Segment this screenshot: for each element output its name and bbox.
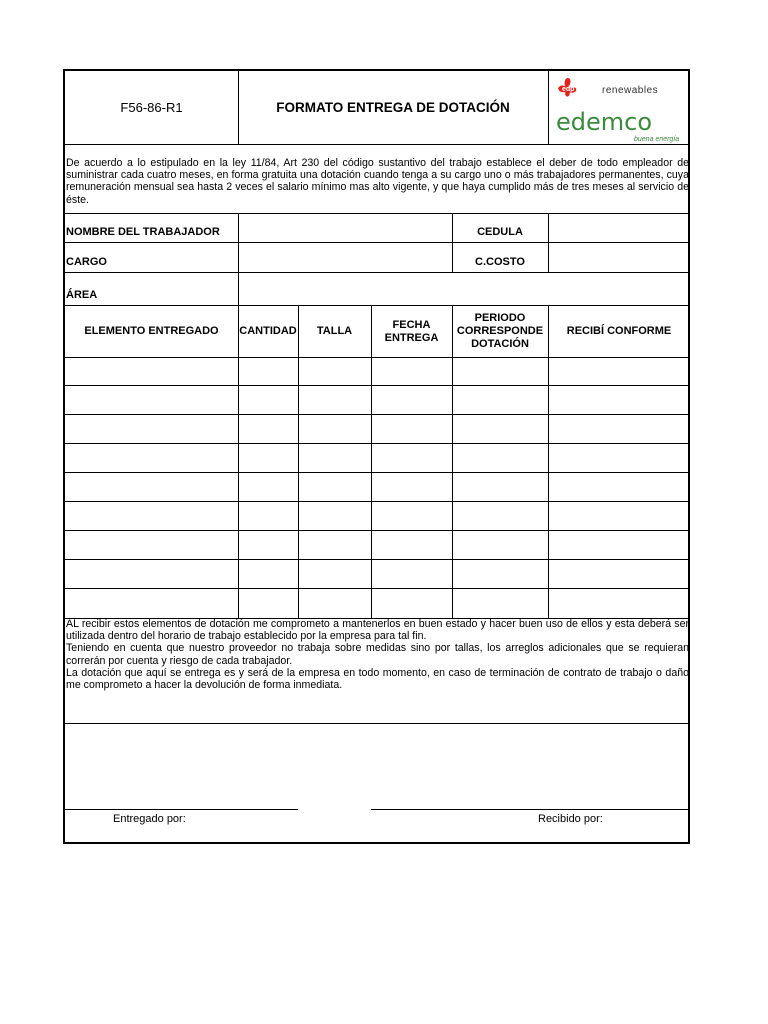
- size-cell[interactable]: [298, 531, 371, 560]
- received-by-signature-area[interactable]: [371, 724, 690, 809]
- element-cell[interactable]: [65, 473, 238, 502]
- delivery-date-cell[interactable]: [371, 473, 452, 502]
- dotacion-form: [63, 69, 690, 844]
- size-cell[interactable]: [298, 357, 371, 386]
- received-cell[interactable]: [548, 560, 690, 589]
- quantity-cell[interactable]: [238, 444, 298, 473]
- delivery-date-cell[interactable]: [371, 444, 452, 473]
- commitment-paragraph-3: La dotación que aquí se entrega es y será de la empresa en todo momento, en caso de terminación de contrato de trabajo o daño me comprometo a hacer la devolución de forma inmediata.: [66, 666, 689, 692]
- quantity-cell[interactable]: [238, 386, 298, 415]
- delivery-date-cell[interactable]: [371, 560, 452, 589]
- form-title: FORMATO ENTREGA DE DOTACIÓN: [276, 100, 510, 115]
- received-cell[interactable]: [548, 473, 690, 502]
- size-cell[interactable]: [298, 502, 371, 531]
- delivery-date-cell[interactable]: [371, 502, 452, 531]
- id-label: CEDULA: [477, 226, 523, 238]
- period-cell[interactable]: [452, 357, 548, 386]
- period-cell[interactable]: [452, 386, 548, 415]
- received-cell[interactable]: [548, 386, 690, 415]
- quantity-cell[interactable]: [238, 589, 298, 618]
- period-cell[interactable]: [452, 473, 548, 502]
- id-field[interactable]: [549, 214, 690, 242]
- area-label: ÁREA: [66, 289, 98, 301]
- quantity-cell[interactable]: [238, 473, 298, 502]
- size-cell[interactable]: [298, 415, 371, 444]
- delivery-date-cell[interactable]: [371, 415, 452, 444]
- delivered-by-signature-area[interactable]: [65, 724, 298, 809]
- element-cell[interactable]: [65, 386, 238, 415]
- period-cell[interactable]: [452, 531, 548, 560]
- commitment-text: [65, 618, 690, 691]
- cost-center-field[interactable]: [549, 243, 690, 272]
- element-cell[interactable]: [65, 444, 238, 473]
- intro-paragraph: De acuerdo a lo estipulado en la ley 11/84, Art 230 del código sustantivo del trabajo establece el deber de todo empleador de suministrar cada cuatro meses, en forma gratuita una dotación cuando tenga a su cargo uno o más trabajadores permanentes, cuya remuneración mensual sea hasta 2 veces el salario mínimo mas alto vigente, y que haya cumplido más de tres meses al servicio de éste.: [66, 157, 689, 206]
- table-row: [65, 386, 690, 415]
- delivery-date-cell[interactable]: [371, 531, 452, 560]
- quantity-cell[interactable]: [238, 531, 298, 560]
- size-cell[interactable]: [298, 589, 371, 618]
- received-by-label: Recibido por:: [538, 813, 603, 825]
- delivery-date-cell[interactable]: [371, 386, 452, 415]
- tagline-text: buena energía: [634, 136, 680, 143]
- table-row: [65, 502, 690, 531]
- delivery-table-body: [65, 357, 690, 619]
- quantity-cell[interactable]: [238, 560, 298, 589]
- received-cell[interactable]: [548, 589, 690, 618]
- delivery-date-cell[interactable]: [371, 589, 452, 618]
- size-cell[interactable]: [298, 444, 371, 473]
- table-row: [65, 415, 690, 444]
- table-row: [65, 473, 690, 502]
- element-cell[interactable]: [65, 589, 238, 618]
- size-cell[interactable]: [298, 560, 371, 589]
- cost-center-label: C.COSTO: [475, 256, 525, 268]
- received-cell[interactable]: [548, 502, 690, 531]
- size-cell[interactable]: [298, 386, 371, 415]
- edemco-brand-text: edemco: [556, 108, 653, 136]
- col-header-element: ELEMENTO ENTREGADO: [84, 325, 219, 337]
- period-cell[interactable]: [452, 415, 548, 444]
- received-cell[interactable]: [548, 415, 690, 444]
- delivered-by-label: Entregado por:: [113, 813, 186, 825]
- table-row: [65, 444, 690, 473]
- position-label: CARGO: [66, 256, 107, 268]
- quantity-cell[interactable]: [238, 357, 298, 386]
- received-cell[interactable]: [548, 531, 690, 560]
- edp-brand-text: edp: [562, 86, 575, 93]
- element-cell[interactable]: [65, 415, 238, 444]
- period-cell[interactable]: [452, 560, 548, 589]
- period-cell[interactable]: [452, 589, 548, 618]
- element-cell[interactable]: [65, 531, 238, 560]
- element-cell[interactable]: [65, 502, 238, 531]
- received-cell[interactable]: [548, 357, 690, 386]
- element-cell[interactable]: [65, 560, 238, 589]
- size-cell[interactable]: [298, 473, 371, 502]
- period-cell[interactable]: [452, 444, 548, 473]
- renewables-text: renewables: [602, 85, 659, 96]
- position-field[interactable]: [239, 243, 452, 272]
- col-header-received: RECIBÍ CONFORME: [566, 325, 672, 337]
- worker-name-field[interactable]: [239, 214, 452, 242]
- col-header-size: TALLA: [316, 325, 353, 337]
- table-row: [65, 560, 690, 589]
- quantity-cell[interactable]: [238, 502, 298, 531]
- table-row: [65, 357, 690, 386]
- received-by-signature-line: [371, 809, 690, 810]
- worker-name-label: NOMBRE DEL TRABAJADOR: [66, 226, 220, 238]
- commitment-paragraph-2: Teniendo en cuenta que nuestro proveedor no trabaja sobre medidas sino por tallas, los arreglos adicionales que se requieran correrán por cuenta y riesgo de cada trabajador.: [66, 642, 689, 667]
- commitment-paragraph-1: AL recibir estos elementos de dotación me comprometo a mantenerlos en buen estado y hacer buen uso de ellos y esta deberá ser utilizada dentro del horario de trabajo establecido por la empresa para tal fin.: [66, 618, 689, 643]
- col-header-period: PERIODO CORRESPONDE DOTACIÓN: [456, 312, 544, 350]
- col-header-quantity: CANTIDAD: [239, 325, 297, 337]
- delivered-by-signature-line: [65, 809, 298, 810]
- area-field[interactable]: [239, 273, 690, 305]
- received-cell[interactable]: [548, 444, 690, 473]
- quantity-cell[interactable]: [238, 415, 298, 444]
- col-header-delivery-date: FECHA ENTREGA: [384, 318, 439, 344]
- delivery-date-cell[interactable]: [371, 357, 452, 386]
- table-row: [65, 531, 690, 560]
- form-code: F56-86-R1: [120, 100, 183, 115]
- table-row: [65, 589, 690, 618]
- company-logo: [548, 71, 690, 144]
- period-cell[interactable]: [452, 502, 548, 531]
- element-cell[interactable]: [65, 357, 238, 386]
